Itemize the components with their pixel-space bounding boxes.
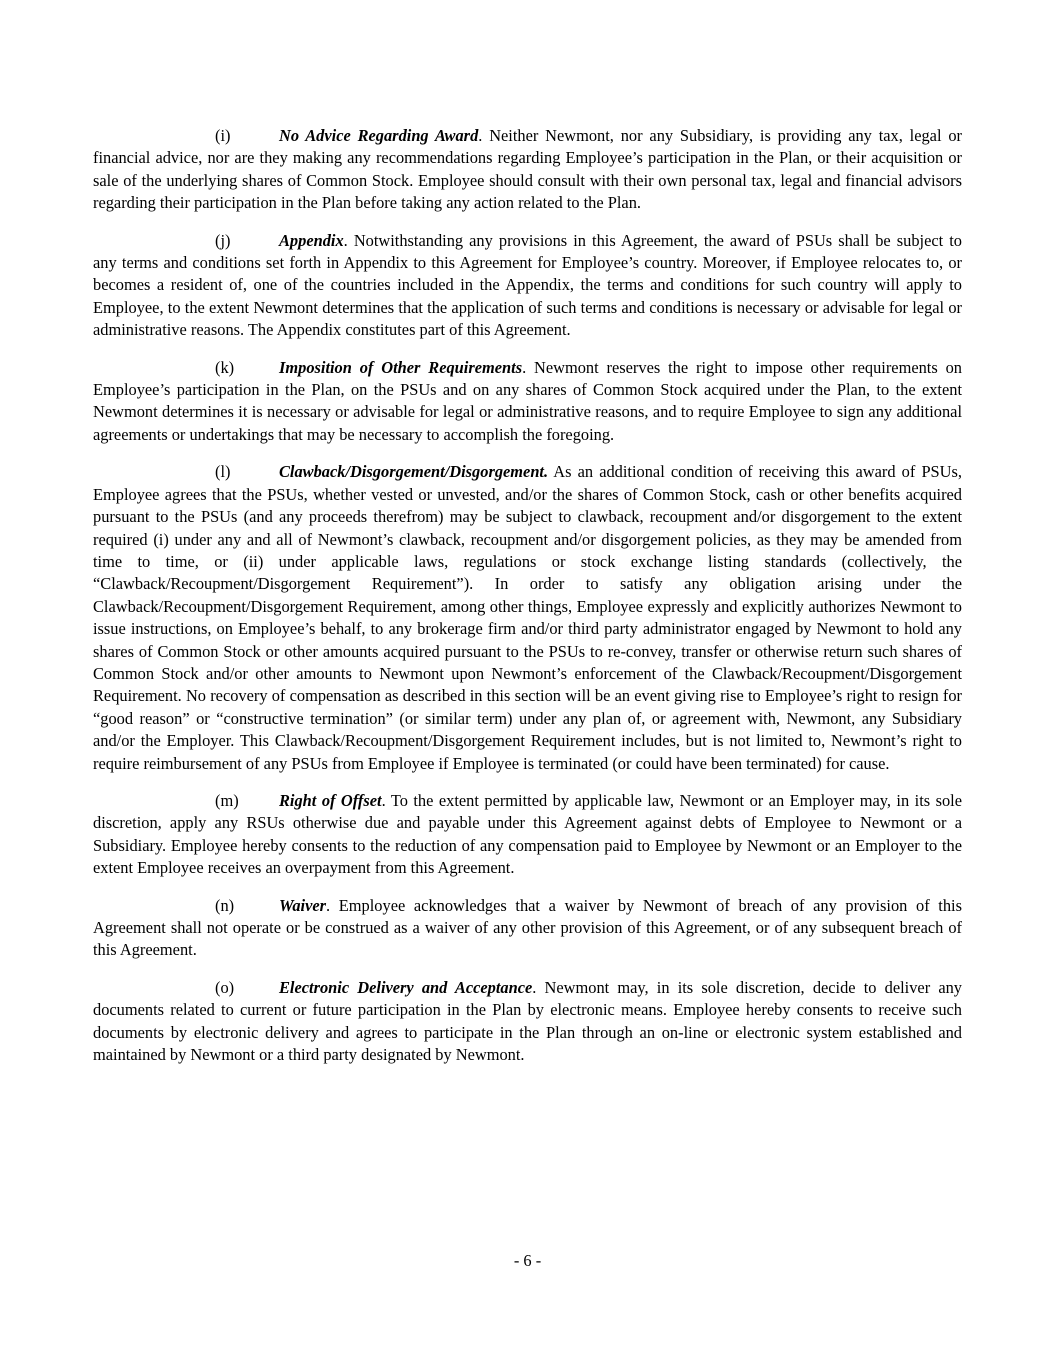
- section-label: (i): [215, 126, 231, 145]
- section-heading: Electronic Delivery and Acceptance: [279, 977, 533, 997]
- section-j: [93, 230, 962, 342]
- section-m: [93, 790, 962, 880]
- section-heading: Right of Offset: [279, 790, 382, 810]
- section-heading: Clawback/Disgorgement/Disgorgement.: [279, 462, 549, 482]
- section-label: (n): [215, 895, 235, 915]
- section-n: [93, 895, 962, 962]
- section-heading: Waiver: [279, 895, 327, 915]
- section-label: (k): [215, 357, 235, 377]
- section-text: . To the extent permitted by applicable law, Newmont or an Employer may, in its sole discretion, apply any RSUs otherwise due and payable under this Agreement against debts of Employee to Newmont or a Subsidiary. Employee hereby consents to the reduction of any compensation paid to Employee by Newmont or an Employer to the extent Employee receives an overpayment from this Agreement.: [93, 790, 962, 878]
- section-label: (l): [215, 462, 231, 482]
- section-text: . Employee acknowledges that a waiver by Newmont of breach of any provision of this Agreement shall not operate or be construed as a waiver of any other provision of this Agreement, or of any subsequent breach of this Agreement.: [93, 895, 962, 960]
- section-label: (o): [215, 977, 235, 997]
- section-text: . Neither Newmont, nor any Subsidiary, is providing any tax, legal or financial advice, nor are they making any recommendations regarding Employee’s participation in the Plan, or their acquisition or sale of the underlying shares of Common Stock. Employee should consult with their own personal tax, legal and financial advisors regarding their participation in the Plan before taking any action related to the Plan.: [93, 126, 962, 213]
- section-heading: No Advice Regarding Award: [279, 126, 479, 145]
- section-k: [93, 357, 962, 447]
- document-body: [93, 125, 962, 1081]
- section-heading: Appendix: [279, 230, 344, 250]
- section-o: [93, 977, 962, 1067]
- section-i: [93, 125, 962, 215]
- section-l: [93, 461, 962, 775]
- section-text: . Newmont reserves the right to impose other requirements on Employee’s participation in the Plan, on the PSUs and on any shares of Common Stock acquired under the Plan, to the extent Newmont determines it is necessary or advisable for legal or administrative reasons, and to require Employee to sign any additional agreements or undertakings that may be necessary to accomplish the foregoing.: [93, 357, 962, 444]
- section-text: . Newmont may, in its sole discretion, decide to deliver any documents related to current or future participation in the Plan by electronic means. Employee hereby consents to receive such documents by electronic delivery and agrees to participate in the Plan through an on-line or electronic system established and maintained by Newmont or a third party designated by Newmont.: [93, 977, 962, 1065]
- section-heading: Imposition of Other Requirements: [279, 357, 523, 377]
- section-label: (m): [215, 790, 239, 810]
- section-label: (j): [215, 230, 231, 250]
- section-text: . Notwithstanding any provisions in this Agreement, the award of PSUs shall be subject to any terms and conditions set forth in Appendix to this Agreement for Employee’s country. Moreover, if Employee relocates to, or becomes a resident of, one of the countries included in the Appendix, the terms and conditions for such country will apply to Employee, to the extent Newmont determines that the application of such terms and conditions is necessary or advisable for legal or administrative reasons. The Appendix constitutes part of this Agreement.: [93, 230, 962, 340]
- section-text: As an additional condition of receiving this award of PSUs, Employee agrees that the PSUs, whether vested or unvested, and/or the shares of Common Stock, cash or other benefits acquired pursuant to the PSUs (and any proceeds therefrom) may be subject to clawback, recoupment and/or disgorgement to the extent required (i) under any and all of Newmont’s clawback, recoupment and/or disgorgement policies, as they may be amended from time to time, or (ii) under applicable laws, regulations or stock exchange listing standards (collectively, the “Clawback/Recoupment/Disgorgement Requirement”). In order to satisfy any obligation arising under the Clawback/Recoupment/Disgorgement Requirement, among other things, Employee expressly and explicitly authorizes Newmont to issue instructions, on Employee’s behalf, to any brokerage firm and/or third party administrator engaged by Newmont to hold any shares of Common Stock or other amounts acquired pursuant to the PSUs to re-convey, transfer or otherwise return such shares of Common Stock and/or other amounts to Newmont upon Newmont’s enforcement of the Clawback/Recoupment/Disgorgement Requirement. No recovery of compensation as described in this section will be an event giving rise to Employee’s right to resign for “good reason” or “constructive termination” (or similar term) under any plan of, or agreement with, Newmont, any Subsidiary and/or the Employer. This Clawback/Recoupment/Disgorgement Requirement includes, but is not limited to, Newmont’s right to require reimbursement of any PSUs from Employee if Employee is terminated (or could have been terminated) for cause.: [93, 462, 962, 773]
- page-number: - 6 -: [513, 1251, 542, 1270]
